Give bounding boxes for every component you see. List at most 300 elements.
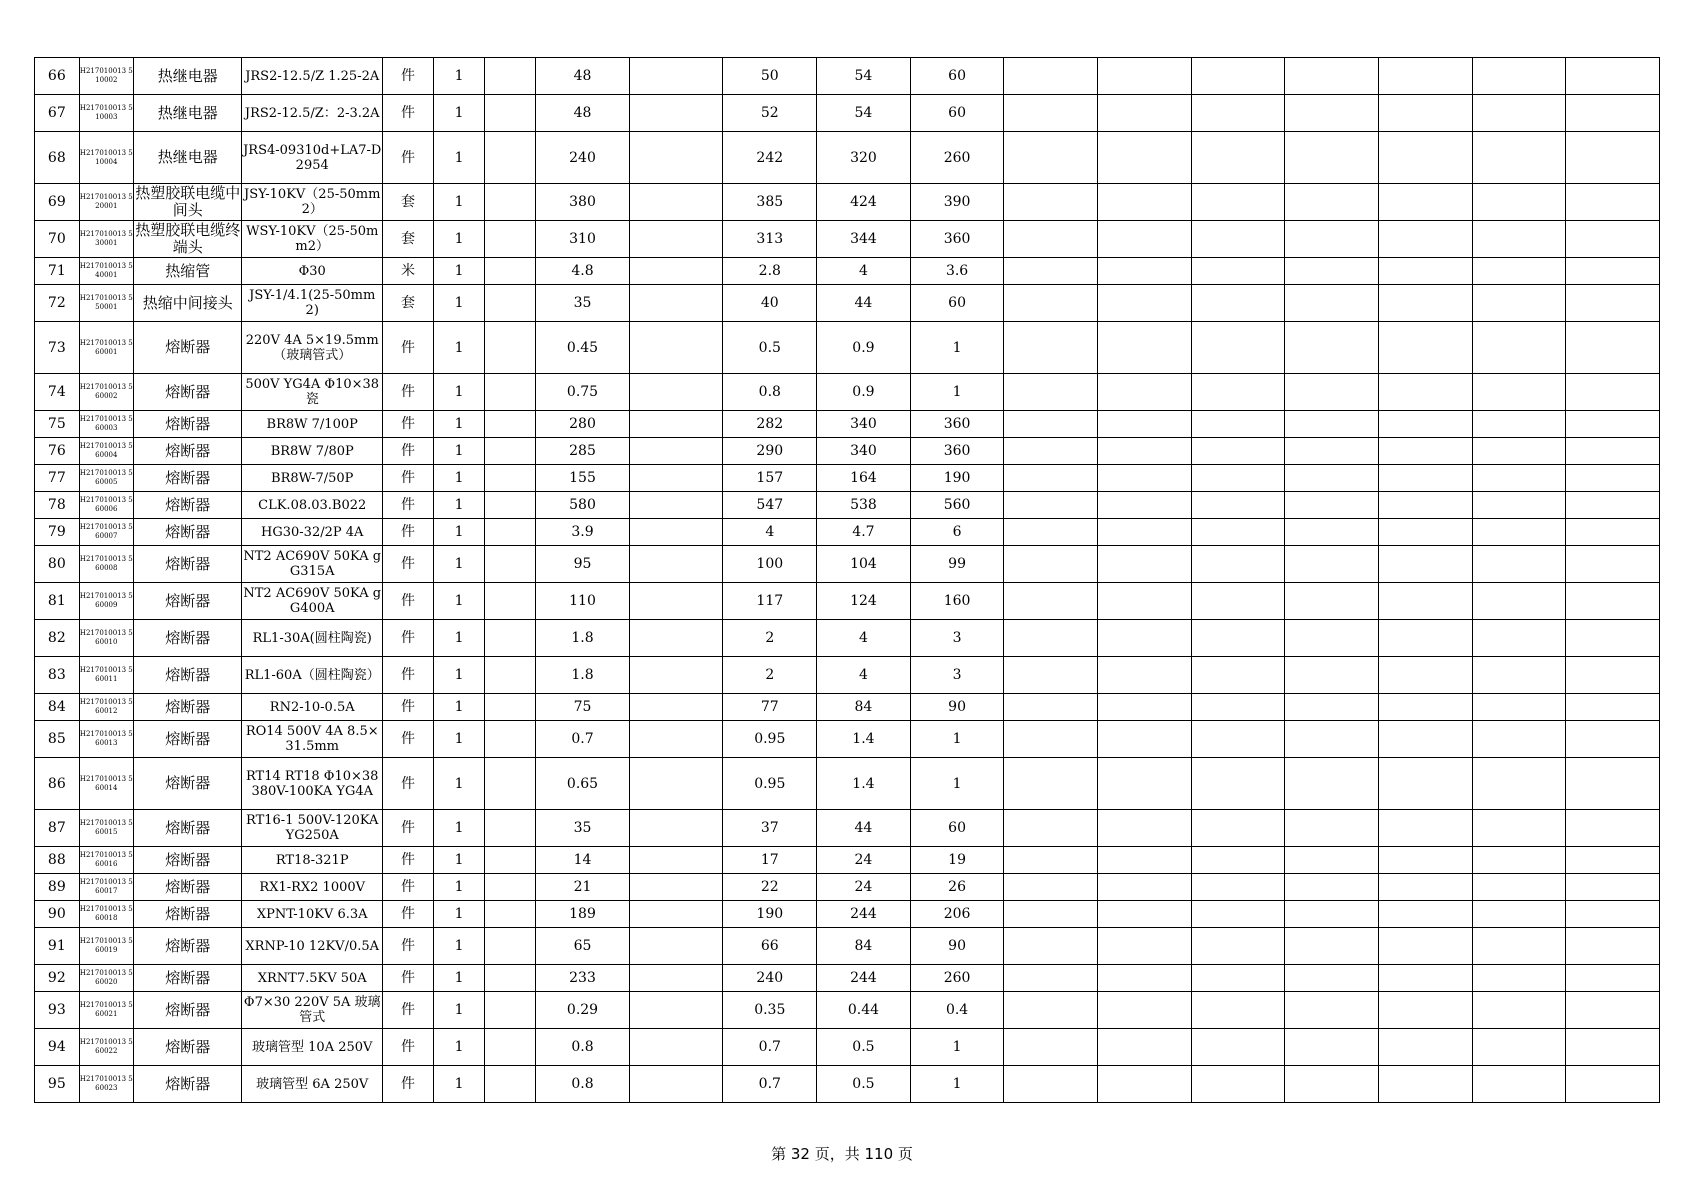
empty-cell bbox=[1472, 465, 1566, 492]
item-spec: WSY-10KV（25-50mm2） bbox=[242, 221, 382, 258]
row-number: 88 bbox=[35, 847, 80, 874]
empty-cell bbox=[1285, 620, 1379, 657]
empty-cell bbox=[485, 411, 536, 438]
price-1: 110 bbox=[536, 583, 630, 620]
empty-cell bbox=[485, 58, 536, 95]
empty-cell bbox=[1191, 810, 1285, 847]
item-name: 熔断器 bbox=[133, 546, 242, 583]
price-4: 360 bbox=[910, 411, 1004, 438]
price-4: 99 bbox=[910, 546, 1004, 583]
empty-cell bbox=[629, 874, 723, 901]
price-3: 1.4 bbox=[817, 758, 911, 810]
price-3: 344 bbox=[817, 221, 911, 258]
item-qty: 1 bbox=[434, 874, 485, 901]
price-1: 0.8 bbox=[536, 1066, 630, 1103]
price-3: 44 bbox=[817, 810, 911, 847]
item-name: 熔断器 bbox=[133, 810, 242, 847]
empty-cell bbox=[485, 874, 536, 901]
empty-cell bbox=[629, 221, 723, 258]
price-3: 84 bbox=[817, 694, 911, 721]
empty-cell bbox=[1472, 657, 1566, 694]
empty-cell bbox=[1004, 657, 1098, 694]
empty-cell bbox=[1285, 874, 1379, 901]
empty-cell bbox=[629, 465, 723, 492]
empty-cell bbox=[1472, 1029, 1566, 1066]
empty-cell bbox=[1472, 965, 1566, 992]
item-code: H217010013 560018 bbox=[79, 901, 133, 928]
table-row bbox=[35, 810, 1660, 847]
empty-cell bbox=[1378, 992, 1472, 1029]
item-spec: 玻璃管型 10A 250V bbox=[242, 1029, 382, 1066]
price-3: 24 bbox=[817, 874, 911, 901]
table-row bbox=[35, 928, 1660, 965]
empty-cell bbox=[1472, 58, 1566, 95]
empty-cell bbox=[1191, 258, 1285, 285]
price-2: 313 bbox=[723, 221, 817, 258]
empty-cell bbox=[485, 492, 536, 519]
empty-cell bbox=[1098, 221, 1192, 258]
price-4: 3 bbox=[910, 620, 1004, 657]
empty-cell bbox=[1472, 492, 1566, 519]
item-name: 熔断器 bbox=[133, 1029, 242, 1066]
table-row bbox=[35, 221, 1660, 258]
price-3: 4 bbox=[817, 657, 911, 694]
price-4: 260 bbox=[910, 965, 1004, 992]
empty-cell bbox=[485, 465, 536, 492]
empty-cell bbox=[1472, 810, 1566, 847]
item-code: H217010013 560019 bbox=[79, 928, 133, 965]
item-code: H217010013 540001 bbox=[79, 258, 133, 285]
empty-cell bbox=[1004, 992, 1098, 1029]
table-row bbox=[35, 411, 1660, 438]
price-1: 580 bbox=[536, 492, 630, 519]
empty-cell bbox=[629, 132, 723, 184]
empty-cell bbox=[1566, 465, 1660, 492]
empty-cell bbox=[1191, 184, 1285, 221]
item-name: 热缩中间接头 bbox=[133, 285, 242, 322]
empty-cell bbox=[1472, 721, 1566, 758]
empty-cell bbox=[1472, 901, 1566, 928]
price-1: 48 bbox=[536, 95, 630, 132]
price-4: 90 bbox=[910, 694, 1004, 721]
row-number: 79 bbox=[35, 519, 80, 546]
item-qty: 1 bbox=[434, 95, 485, 132]
empty-cell bbox=[1098, 810, 1192, 847]
item-code: H217010013 560016 bbox=[79, 847, 133, 874]
item-code: H217010013 560022 bbox=[79, 1029, 133, 1066]
table-row bbox=[35, 721, 1660, 758]
empty-cell bbox=[1098, 1029, 1192, 1066]
empty-cell bbox=[1378, 411, 1472, 438]
empty-cell bbox=[1566, 374, 1660, 411]
price-1: 233 bbox=[536, 965, 630, 992]
item-qty: 1 bbox=[434, 546, 485, 583]
item-unit: 件 bbox=[382, 519, 433, 546]
item-code: H217010013 560020 bbox=[79, 965, 133, 992]
price-2: 100 bbox=[723, 546, 817, 583]
item-unit: 件 bbox=[382, 928, 433, 965]
table-row bbox=[35, 465, 1660, 492]
item-name: 熔断器 bbox=[133, 721, 242, 758]
item-unit: 件 bbox=[382, 965, 433, 992]
item-code: H217010013 560010 bbox=[79, 620, 133, 657]
empty-cell bbox=[1098, 721, 1192, 758]
empty-cell bbox=[1378, 519, 1472, 546]
item-code: H217010013 560007 bbox=[79, 519, 133, 546]
item-code: H217010013 560004 bbox=[79, 438, 133, 465]
empty-cell bbox=[1004, 583, 1098, 620]
empty-cell bbox=[1191, 694, 1285, 721]
item-name: 熔断器 bbox=[133, 583, 242, 620]
empty-cell bbox=[485, 95, 536, 132]
item-spec: XRNT7.5KV 50A bbox=[242, 965, 382, 992]
item-unit: 件 bbox=[382, 758, 433, 810]
price-2: 385 bbox=[723, 184, 817, 221]
empty-cell bbox=[1285, 492, 1379, 519]
empty-cell bbox=[485, 184, 536, 221]
price-1: 155 bbox=[536, 465, 630, 492]
empty-cell bbox=[1285, 657, 1379, 694]
item-unit: 件 bbox=[382, 657, 433, 694]
price-1: 0.7 bbox=[536, 721, 630, 758]
empty-cell bbox=[1098, 322, 1192, 374]
item-spec: JRS2-12.5/Z 1.25-2A bbox=[242, 58, 382, 95]
price-4: 3.6 bbox=[910, 258, 1004, 285]
price-3: 244 bbox=[817, 901, 911, 928]
empty-cell bbox=[1098, 519, 1192, 546]
price-1: 3.9 bbox=[536, 519, 630, 546]
item-name: 热塑胶联电缆中间头 bbox=[135, 184, 241, 219]
empty-cell bbox=[1191, 657, 1285, 694]
empty-cell bbox=[1004, 221, 1098, 258]
row-number: 90 bbox=[35, 901, 80, 928]
empty-cell bbox=[1004, 438, 1098, 465]
item-name: 熔断器 bbox=[133, 928, 242, 965]
empty-cell bbox=[1098, 411, 1192, 438]
item-qty: 1 bbox=[434, 221, 485, 258]
item-spec: RN2-10-0.5A bbox=[242, 694, 382, 721]
price-2: 0.95 bbox=[723, 721, 817, 758]
price-1: 48 bbox=[536, 58, 630, 95]
item-qty: 1 bbox=[434, 465, 485, 492]
empty-cell bbox=[1566, 1029, 1660, 1066]
empty-cell bbox=[1285, 519, 1379, 546]
item-qty: 1 bbox=[434, 928, 485, 965]
price-1: 310 bbox=[536, 221, 630, 258]
row-number: 76 bbox=[35, 438, 80, 465]
table-row bbox=[35, 901, 1660, 928]
item-spec: CLK.08.03.B022 bbox=[242, 492, 382, 519]
item-spec: Φ30 bbox=[242, 258, 382, 285]
item-unit: 件 bbox=[382, 721, 433, 758]
empty-cell bbox=[1472, 928, 1566, 965]
item-qty: 1 bbox=[434, 847, 485, 874]
empty-cell bbox=[1191, 519, 1285, 546]
empty-cell bbox=[485, 928, 536, 965]
empty-cell bbox=[1378, 492, 1472, 519]
table-row bbox=[35, 492, 1660, 519]
item-name: 热缩管 bbox=[133, 258, 242, 285]
item-unit: 件 bbox=[382, 95, 433, 132]
empty-cell bbox=[629, 810, 723, 847]
price-2: 50 bbox=[723, 58, 817, 95]
item-unit: 件 bbox=[382, 546, 433, 583]
price-4: 1 bbox=[910, 374, 1004, 411]
item-spec: JSY-10KV（25-50mm2） bbox=[242, 184, 382, 221]
table-row bbox=[35, 438, 1660, 465]
price-2: 37 bbox=[723, 810, 817, 847]
empty-cell bbox=[1378, 874, 1472, 901]
empty-cell bbox=[1566, 694, 1660, 721]
empty-cell bbox=[1285, 1029, 1379, 1066]
price-2: 0.5 bbox=[723, 322, 817, 374]
empty-cell bbox=[1566, 928, 1660, 965]
empty-cell bbox=[1004, 874, 1098, 901]
item-spec: RT14 RT18 Φ10×38 380V-100KA YG4A bbox=[242, 758, 382, 810]
empty-cell bbox=[1378, 221, 1472, 258]
item-qty: 1 bbox=[434, 620, 485, 657]
price-3: 164 bbox=[817, 465, 911, 492]
item-qty: 1 bbox=[434, 519, 485, 546]
price-4: 206 bbox=[910, 901, 1004, 928]
item-spec: XPNT-10KV 6.3A bbox=[242, 901, 382, 928]
item-code: H217010013 560006 bbox=[79, 492, 133, 519]
empty-cell bbox=[1285, 465, 1379, 492]
empty-cell bbox=[1191, 374, 1285, 411]
empty-cell bbox=[1098, 965, 1192, 992]
item-name: 熔断器 bbox=[133, 694, 242, 721]
empty-cell bbox=[1378, 95, 1472, 132]
row-number: 72 bbox=[35, 285, 80, 322]
item-code: H217010013 560013 bbox=[79, 721, 133, 758]
price-3: 320 bbox=[817, 132, 911, 184]
price-2: 0.35 bbox=[723, 992, 817, 1029]
empty-cell bbox=[1191, 1066, 1285, 1103]
empty-cell bbox=[1285, 546, 1379, 583]
empty-cell bbox=[1472, 583, 1566, 620]
item-code: H217010013 560021 bbox=[79, 992, 133, 1029]
item-code: H217010013 560001 bbox=[79, 322, 133, 374]
empty-cell bbox=[485, 221, 536, 258]
empty-cell bbox=[1285, 258, 1379, 285]
empty-cell bbox=[1566, 258, 1660, 285]
item-unit: 件 bbox=[382, 411, 433, 438]
empty-cell bbox=[1191, 758, 1285, 810]
empty-cell bbox=[485, 285, 536, 322]
item-unit: 件 bbox=[382, 374, 433, 411]
row-number: 92 bbox=[35, 965, 80, 992]
item-unit: 件 bbox=[382, 901, 433, 928]
item-spec: RT18-321P bbox=[242, 847, 382, 874]
item-qty: 1 bbox=[434, 374, 485, 411]
item-code: H217010013 550001 bbox=[79, 285, 133, 322]
price-4: 3 bbox=[910, 657, 1004, 694]
price-3: 54 bbox=[817, 95, 911, 132]
item-unit: 件 bbox=[382, 874, 433, 901]
row-number: 95 bbox=[35, 1066, 80, 1103]
price-3: 340 bbox=[817, 411, 911, 438]
empty-cell bbox=[1285, 221, 1379, 258]
empty-cell bbox=[1566, 1066, 1660, 1103]
empty-cell bbox=[1566, 411, 1660, 438]
empty-cell bbox=[485, 322, 536, 374]
empty-cell bbox=[1098, 438, 1192, 465]
empty-cell bbox=[1472, 184, 1566, 221]
price-2: 0.7 bbox=[723, 1029, 817, 1066]
empty-cell bbox=[1472, 847, 1566, 874]
empty-cell bbox=[1566, 721, 1660, 758]
empty-cell bbox=[1378, 758, 1472, 810]
empty-cell bbox=[1566, 901, 1660, 928]
price-2: 52 bbox=[723, 95, 817, 132]
item-name: 热塑胶联电缆终端头 bbox=[135, 221, 241, 256]
item-name: 热继电器 bbox=[133, 132, 242, 184]
item-spec: 220V 4A 5×19.5mm（玻璃管式） bbox=[242, 322, 382, 374]
empty-cell bbox=[1566, 492, 1660, 519]
empty-cell bbox=[629, 847, 723, 874]
item-unit: 件 bbox=[382, 1029, 433, 1066]
price-1: 189 bbox=[536, 901, 630, 928]
empty-cell bbox=[1191, 546, 1285, 583]
item-code: H217010013 530001 bbox=[79, 221, 133, 258]
item-qty: 1 bbox=[434, 657, 485, 694]
item-name: 熔断器 bbox=[133, 657, 242, 694]
item-unit: 件 bbox=[382, 992, 433, 1029]
table-row bbox=[35, 1066, 1660, 1103]
empty-cell bbox=[1566, 58, 1660, 95]
empty-cell bbox=[1285, 58, 1379, 95]
item-unit: 件 bbox=[382, 465, 433, 492]
empty-cell bbox=[1285, 965, 1379, 992]
item-name: 熔断器 bbox=[133, 492, 242, 519]
item-name: 熔断器 bbox=[133, 847, 242, 874]
empty-cell bbox=[1472, 411, 1566, 438]
empty-cell bbox=[1378, 1066, 1472, 1103]
empty-cell bbox=[1004, 58, 1098, 95]
price-2: 190 bbox=[723, 901, 817, 928]
price-4: 0.4 bbox=[910, 992, 1004, 1029]
table-row bbox=[35, 694, 1660, 721]
empty-cell bbox=[1472, 992, 1566, 1029]
empty-cell bbox=[1004, 322, 1098, 374]
empty-cell bbox=[1285, 583, 1379, 620]
table-row bbox=[35, 992, 1660, 1029]
item-name: 熔断器 bbox=[133, 438, 242, 465]
item-spec: 玻璃管型 6A 250V bbox=[242, 1066, 382, 1103]
item-code: H217010013 560011 bbox=[79, 657, 133, 694]
empty-cell bbox=[1566, 965, 1660, 992]
item-spec: RL1-60A（圆柱陶瓷） bbox=[242, 657, 382, 694]
price-2: 240 bbox=[723, 965, 817, 992]
price-2: 0.95 bbox=[723, 758, 817, 810]
empty-cell bbox=[1378, 583, 1472, 620]
table-row bbox=[35, 374, 1660, 411]
price-3: 84 bbox=[817, 928, 911, 965]
price-1: 0.75 bbox=[536, 374, 630, 411]
empty-cell bbox=[1566, 810, 1660, 847]
empty-cell bbox=[1566, 95, 1660, 132]
table-row bbox=[35, 322, 1660, 374]
empty-cell bbox=[1566, 519, 1660, 546]
empty-cell bbox=[1285, 322, 1379, 374]
price-4: 1 bbox=[910, 322, 1004, 374]
item-unit: 件 bbox=[382, 438, 433, 465]
table-row bbox=[35, 583, 1660, 620]
empty-cell bbox=[485, 694, 536, 721]
empty-cell bbox=[629, 694, 723, 721]
price-2: 17 bbox=[723, 847, 817, 874]
empty-cell bbox=[1472, 694, 1566, 721]
item-code: H217010013 560008 bbox=[79, 546, 133, 583]
empty-cell bbox=[485, 374, 536, 411]
price-3: 0.5 bbox=[817, 1066, 911, 1103]
empty-cell bbox=[1004, 411, 1098, 438]
item-name: 熔断器 bbox=[133, 1066, 242, 1103]
empty-cell bbox=[1566, 546, 1660, 583]
empty-cell bbox=[1566, 322, 1660, 374]
empty-cell bbox=[1285, 928, 1379, 965]
empty-cell bbox=[1004, 758, 1098, 810]
price-3: 0.9 bbox=[817, 322, 911, 374]
price-2: 117 bbox=[723, 583, 817, 620]
empty-cell bbox=[1191, 132, 1285, 184]
item-qty: 1 bbox=[434, 694, 485, 721]
empty-cell bbox=[1191, 322, 1285, 374]
empty-cell bbox=[1285, 184, 1379, 221]
empty-cell bbox=[629, 519, 723, 546]
item-qty: 1 bbox=[434, 322, 485, 374]
price-4: 90 bbox=[910, 928, 1004, 965]
table-row bbox=[35, 285, 1660, 322]
empty-cell bbox=[629, 258, 723, 285]
item-qty: 1 bbox=[434, 132, 485, 184]
item-code: H217010013 510003 bbox=[79, 95, 133, 132]
price-4: 60 bbox=[910, 95, 1004, 132]
table-row bbox=[35, 519, 1660, 546]
price-2: 157 bbox=[723, 465, 817, 492]
item-qty: 1 bbox=[434, 1066, 485, 1103]
item-name: 熔断器 bbox=[133, 992, 242, 1029]
row-number: 83 bbox=[35, 657, 80, 694]
item-spec: BR8W 7/80P bbox=[242, 438, 382, 465]
price-1: 14 bbox=[536, 847, 630, 874]
price-2: 242 bbox=[723, 132, 817, 184]
item-code: H217010013 560002 bbox=[79, 374, 133, 411]
empty-cell bbox=[485, 1029, 536, 1066]
item-qty: 1 bbox=[434, 58, 485, 95]
empty-cell bbox=[1378, 132, 1472, 184]
price-3: 54 bbox=[817, 58, 911, 95]
empty-cell bbox=[1566, 874, 1660, 901]
empty-cell bbox=[629, 1066, 723, 1103]
empty-cell bbox=[1098, 546, 1192, 583]
item-qty: 1 bbox=[434, 438, 485, 465]
item-unit: 米 bbox=[382, 258, 433, 285]
price-4: 1 bbox=[910, 1066, 1004, 1103]
empty-cell bbox=[1285, 721, 1379, 758]
price-4: 60 bbox=[910, 58, 1004, 95]
empty-cell bbox=[1004, 374, 1098, 411]
table-row bbox=[35, 95, 1660, 132]
item-unit: 件 bbox=[382, 492, 433, 519]
item-qty: 1 bbox=[434, 285, 485, 322]
item-spec: NT2 AC690V 50KA gG400A bbox=[242, 583, 382, 620]
empty-cell bbox=[1004, 620, 1098, 657]
empty-cell bbox=[629, 758, 723, 810]
empty-cell bbox=[485, 132, 536, 184]
empty-cell bbox=[485, 810, 536, 847]
empty-cell bbox=[629, 657, 723, 694]
